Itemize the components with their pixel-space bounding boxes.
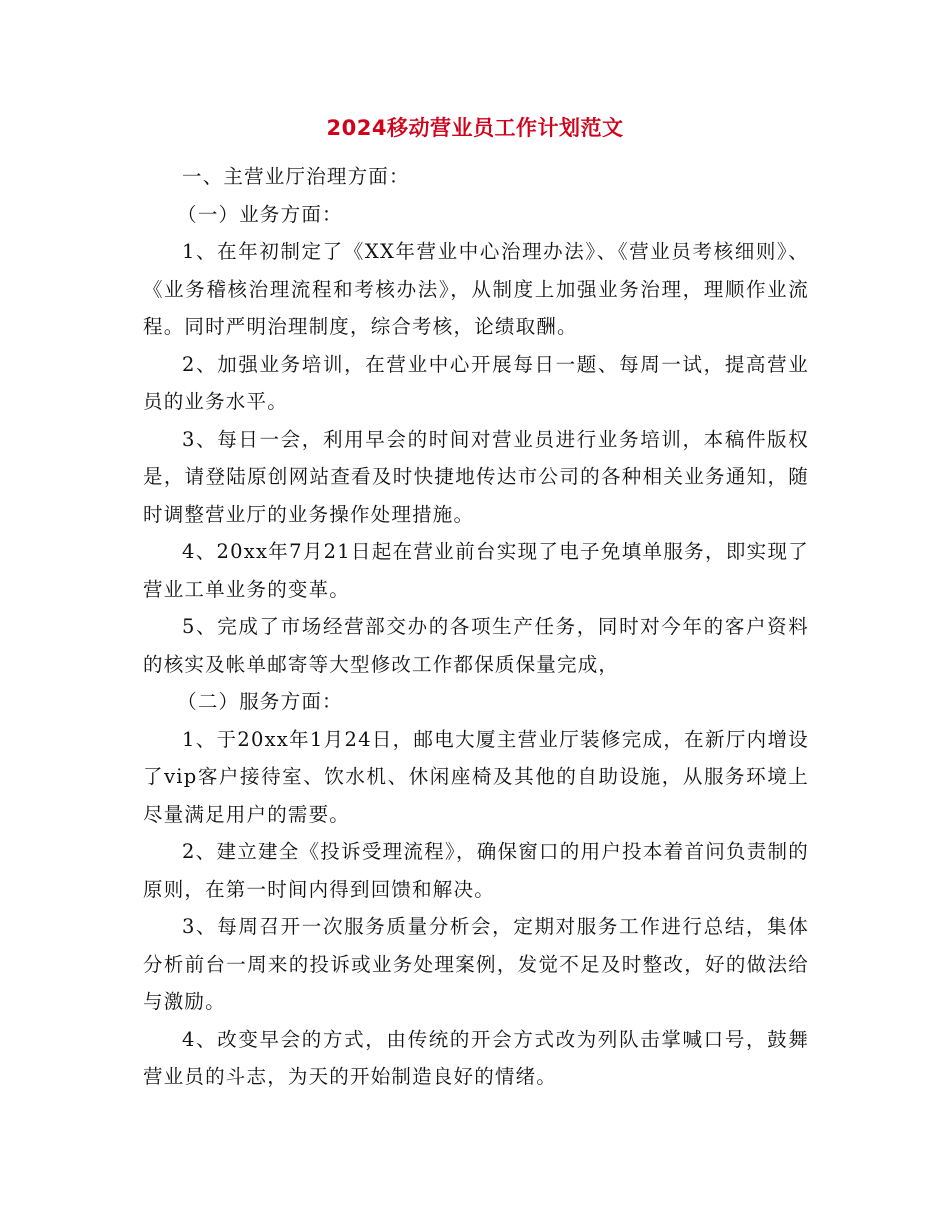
paragraph: 2、加强业务培训，在营业中心开展每日一题、每周一试，提高营业员的业务水平。 [143,352,809,413]
paragraph: 1、在年初制定了《XX年营业中心治理办法》、《营业员考核细则》、《业务稽核治理流程和考核办法》，从制度上加强业务治理，理顺作业流程。同时严明治理制度，综合考核，论绩取酬。 [143,240,809,338]
paragraph: 3、每周召开一次服务质量分析会，定期对服务工作进行总结，集体分析前台一周来的投诉或业务处理案例，发觉不足及时整改，好的做法给与激励。 [143,915,809,1013]
paragraph: 4、20xx年7月21日起在营业前台实现了电子免填单服务，即实现了营业工单业务的变革。 [143,540,809,601]
paragraph: 2、建立建全《投诉受理流程》，确保窗口的用户投本着首问负责制的原则，在第一时间内得到回馈和解决。 [143,840,809,901]
section-heading: 一、主营业厅治理方面： [182,165,410,188]
paragraph: 5、完成了市场经营部交办的各项生产任务，同时对今年的客户资料的核实及帐单邮寄等大型修改工作都保质保量完成， [143,615,809,676]
paragraph: 4、改变早会的方式，由传统的开会方式改为列队击掌喊口号，鼓舞营业员的斗志，为天的开始制造良好的情绪。 [143,1027,809,1088]
paragraph: 1、于20xx年1月24日，邮电大厦主营业厅装修完成，在新厅内增设了vip客户接待室、饮水机、休闲座椅及其他的自助设施，从服务环境上尽量满足用户的需要。 [143,727,809,826]
document-body [143,158,809,1096]
paragraph: 3、每日一会，利用早会的时间对营业员进行业务培训，本稿件版权是，请登陆原创网站查看及时快捷地传达市公司的各种相关业务通知，随时调整营业厅的业务操作处理措施。 [143,427,809,526]
subsection-heading: （二）服务方面： [177,690,343,713]
subsection-heading: （一）业务方面： [177,202,343,226]
document-title: 2024移动营业员工作计划范文 [326,116,624,140]
